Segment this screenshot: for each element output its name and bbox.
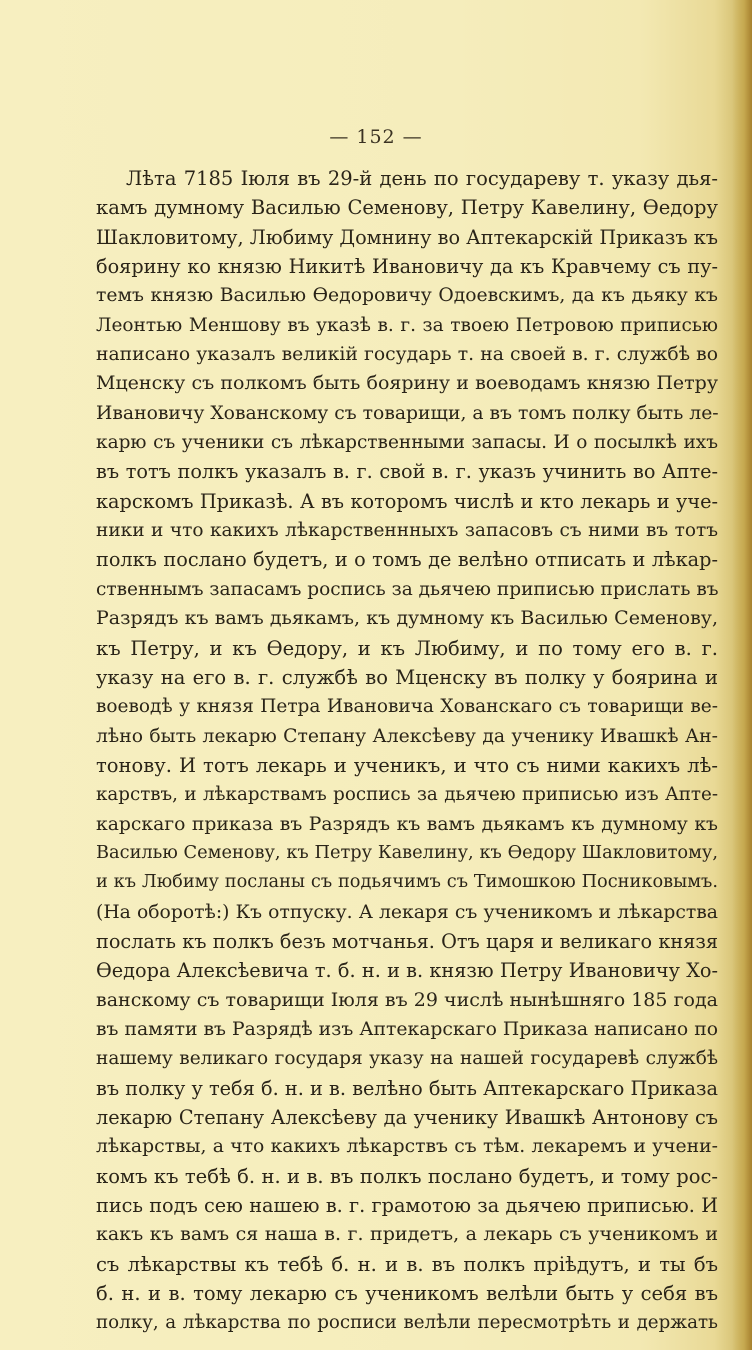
text-line: карствъ, и лѣкарствамъ роспись за дьячею приписью изъ Апте- — [96, 784, 718, 806]
text-line: (На оборотѣ:) Къ отпуску. А лекаря съ ученикомъ и лѣкарства — [96, 901, 718, 923]
text-line: карю съ ученики съ лѣкарственными запасы. И о посылкѣ ихъ — [96, 432, 718, 454]
text-line: комъ къ тебѣ б. н. и в. въ полкъ послано будетъ, и тому рос- — [96, 1164, 718, 1188]
text-line: ванскому съ товарищи Іюля въ 29 числѣ нынѣшняго 185 года — [96, 988, 718, 1011]
text-line: какъ къ вамъ ся наша в. г. придетъ, а лекарь съ ученикомъ и — [96, 1223, 718, 1246]
text-line: нашему великаго государя указу на нашей государевѣ службѣ — [96, 1048, 718, 1070]
text-line: б. н. и в. тому лекарю съ ученикомъ велѣли быть у себя въ — [96, 1282, 718, 1306]
text-line: полку, а лѣкарства по росписи велѣли пересмотрѣть и держать — [96, 1312, 718, 1334]
text-line: послать къ полкъ безъ мотчанья. Отъ царя и великаго князя — [96, 929, 718, 953]
text-line: Лѣта 7185 Іюля въ 29-й день по государеву т. указу дья- — [126, 167, 718, 190]
text-line: тонову. И тотъ лекарь и ученикъ, и что съ ними какихъ лѣ- — [96, 753, 718, 777]
text-line: боярину ко князю Никитѣ Ивановичу да къ Кравчему съ пу- — [96, 255, 718, 279]
text-line: въ тотъ полкъ указалъ в. г. свой в. г. указъ учинить во Апте- — [96, 460, 718, 484]
text-line: и къ Любиму посланы съ подьячимъ съ Тимошкою Посниковымъ. — [96, 872, 718, 893]
text-line: полкъ послано будетъ, и о томъ де велѣно отписать и лѣкар- — [96, 548, 718, 572]
text-line: написано указалъ великій государь т. на своей в. г. службѣ во — [96, 344, 718, 366]
text-line: къ Петру, и къ Ѳедору, и къ Любиму, и по тому его в. г. — [96, 636, 718, 660]
text-line: указу на его в. г. службѣ во Мценску въ полку у боярина и — [96, 665, 718, 689]
text-line: карскомъ Приказѣ. А въ которомъ числѣ и кто лекарь и уче- — [96, 489, 718, 513]
text-line: съ лѣкарствы къ тебѣ б. н. и в. въ полкъ пріѣдутъ, и ты бъ — [96, 1252, 718, 1276]
body-text — [96, 164, 718, 1338]
text-line: въ полку у тебя б. н. и в. велѣно быть Аптекарскаго Приказа — [96, 1076, 718, 1100]
text-line: ственнымъ запасамъ роспись за дьячею приписью прислать въ — [96, 578, 719, 600]
text-line: Мценску съ полкомъ быть боярину и воеводамъ князю Петру — [96, 372, 718, 395]
text-line: лекарю Степану Алексѣеву да ученику Ивашкѣ Антонову съ — [96, 1106, 718, 1129]
text-line: въ памяти въ Разрядѣ изъ Аптекарскаго Приказа написано по — [96, 1018, 718, 1040]
page-number: — 152 — — [329, 126, 423, 148]
text-line: ники и что какихъ лѣкарственнныхъ запасовъ съ ними въ тотъ — [96, 520, 718, 542]
text-line: лѣкарствы, а что какихъ лѣкарствъ съ тѣм. лекаремъ и учени- — [96, 1136, 718, 1158]
text-line: пись подъ сею нашею в. г. грамотою за дьячею приписью. И — [96, 1194, 718, 1218]
text-line: камъ думному Василью Семенову, Петру Кавелину, Ѳедору — [96, 196, 718, 220]
text-line: Шакловитому, Любиму Домнину во Аптекарскій Приказъ къ — [96, 225, 718, 249]
text-line: воеводѣ у князя Петра Ивановича Хованскаго съ товарищи ве- — [96, 696, 718, 718]
text-line: карскаго приказа въ Разрядъ къ вамъ дьякамъ къ думному къ — [96, 813, 718, 835]
text-line: Леонтью Меншову въ указѣ в. г. за твоею Петровою приписью — [96, 314, 718, 336]
text-line: Разрядъ къ вамъ дьякамъ, къ думному къ Василью Семенову, — [96, 607, 718, 630]
text-line: Ѳедора Алексѣевича т. б. н. и в. князю Петру Ивановичу Хо- — [96, 959, 718, 983]
text-line: Ивановичу Хованскому съ товарищи, а въ томъ полку быть ле- — [96, 402, 719, 424]
text-line: Василью Семенову, къ Петру Кавелину, къ Ѳедору Шакловитому, — [96, 842, 718, 863]
page-edge-shadow — [732, 0, 752, 1350]
text-line: лѣно быть лекарю Степану Алексѣеву да ученику Ивашкѣ Ан- — [96, 725, 718, 747]
text-line: темъ князю Василью Ѳедоровичу Одоевскимъ, да къ дьяку къ — [96, 285, 718, 307]
